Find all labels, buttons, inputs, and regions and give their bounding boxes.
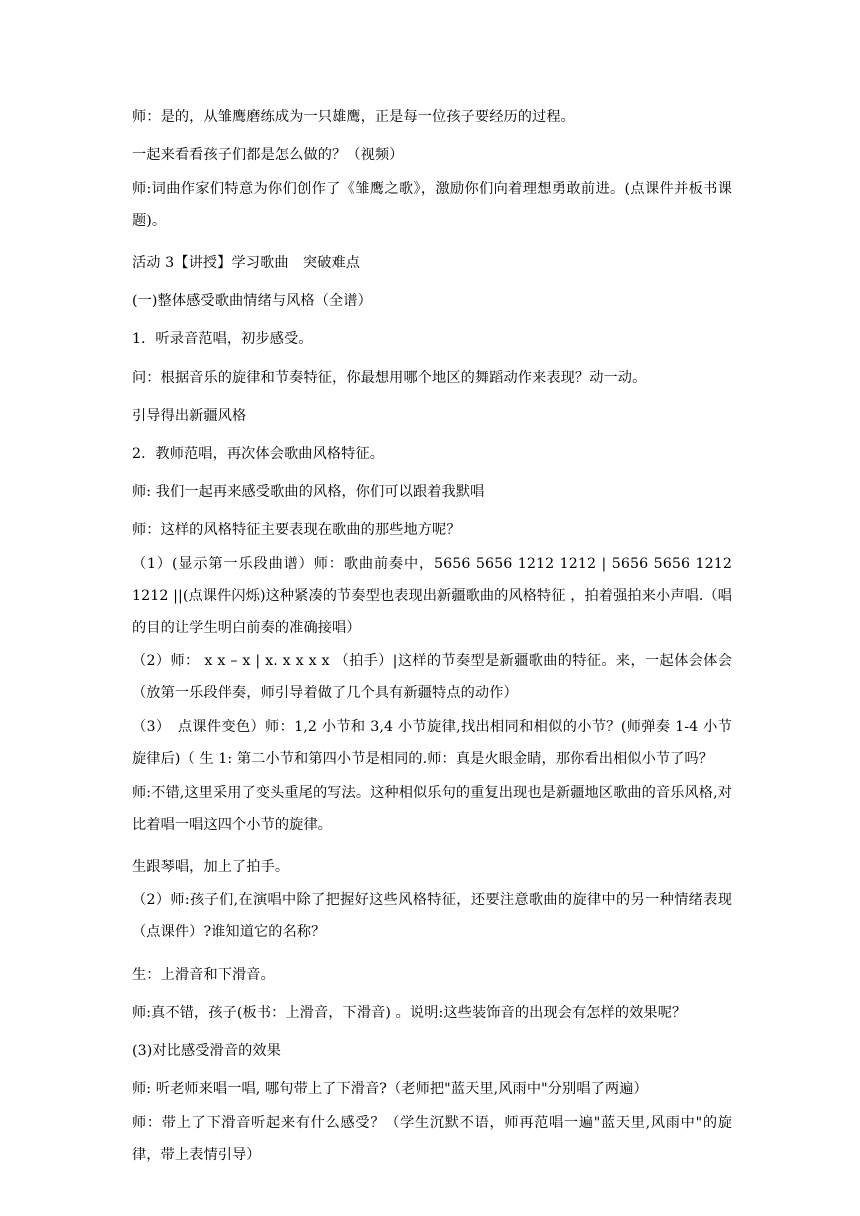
- paragraph: （2）师： x x – x | x. x x x x （拍手）|这样的节奏型是新疆歌曲的特征。来，一起体会体会（放第一乐段伴奏，师引导着做了几个具有新疆特点的动作）: [132, 653, 732, 702]
- document-body: [132, 105, 732, 1176]
- paragraph: 师:不错,这里采用了变头重尾的写法。这种相似乐句的重复出现也是新疆地区歌曲的音乐风格,对比着唱一唱这四个小节的旋律。: [132, 784, 732, 833]
- paragraph: 2．教师范唱，再次体会歌曲风格特征。: [132, 445, 385, 462]
- paragraph: 问：根据音乐的旋律和节奏特征，你最想用哪个地区的舞蹈动作来表现？动一动。: [132, 369, 647, 386]
- paragraph: 1．听录音范唱，初步感受。: [132, 331, 313, 348]
- paragraph: 师: 听老师来唱一唱, 哪句带上了下滑音?（老师把"蓝天里,风雨中"分别唱了两遍）: [132, 1081, 648, 1098]
- paragraph: 活动 3【讲授】学习歌曲 突破难点: [132, 254, 361, 271]
- paragraph: 师：是的，从雏鹰磨练成为一只雄鹰，正是每一位孩子要经历的过程。: [132, 109, 575, 125]
- paragraph: 生：上滑音和下滑音。: [132, 966, 275, 983]
- paragraph: 生跟琴唱，加上了拍手。: [132, 858, 290, 875]
- paragraph: 师:词曲作家们特意为你们创作了《雏鹰之歌》，激励你们向着理想勇敢前进。(点课件并板书课题)。: [132, 180, 732, 229]
- paragraph: （3） 点课件变色）师：1,2 小节和 3,4 小节旋律,找出相同和相似的小节？(师弹奏 1-4 小节旋律后)（ 生 1: 第二小节和第四小节是相同的.师：真是火眼金睛，那你看出相似小节了吗？: [132, 719, 732, 768]
- paragraph: (一)整体感受歌曲情绪与风格（全谱）: [132, 293, 372, 310]
- paragraph: 引导得出新疆风格: [132, 407, 247, 424]
- paragraph: 一起来看看孩子们都是怎么做的？（视频）: [132, 147, 404, 164]
- paragraph: (3)对比感受滑音的效果: [132, 1043, 281, 1059]
- paragraph: 师：带上了下滑音听起来有什么感受？（学生沉默不语，师再范唱一遍"蓝天里,风雨中"的旋律，带上表情引导）: [132, 1114, 732, 1163]
- paragraph: 师：这样的风格特征主要表现在歌曲的那些地方呢？: [132, 522, 461, 539]
- paragraph: （1）(显示第一乐段曲谱）师：歌曲前奏中，5656 5656 1212 1212 | 5656 5656 1212 1212 ||(点课件闪烁)这种紧凑的节奏型也表现出新疆歌曲的风格特征 ，拍着强拍来小声唱.（唱的目的让学生明白前奏的准确接唱）: [132, 555, 733, 636]
- paragraph: 师:真不错，孩子(板书：上滑音，下滑音) 。说明:这些装饰音的出现会有怎样的效果呢？: [132, 1004, 687, 1021]
- paragraph: （2）师:孩子们,在演唱中除了把握好这些风格特征，还要注意歌曲的旋律中的另一种情绪表现（点课件）?谁知道它的名称？: [132, 892, 732, 941]
- paragraph: 师: 我们一起再来感受歌曲的风格，你们可以跟着我默唱: [132, 484, 485, 501]
